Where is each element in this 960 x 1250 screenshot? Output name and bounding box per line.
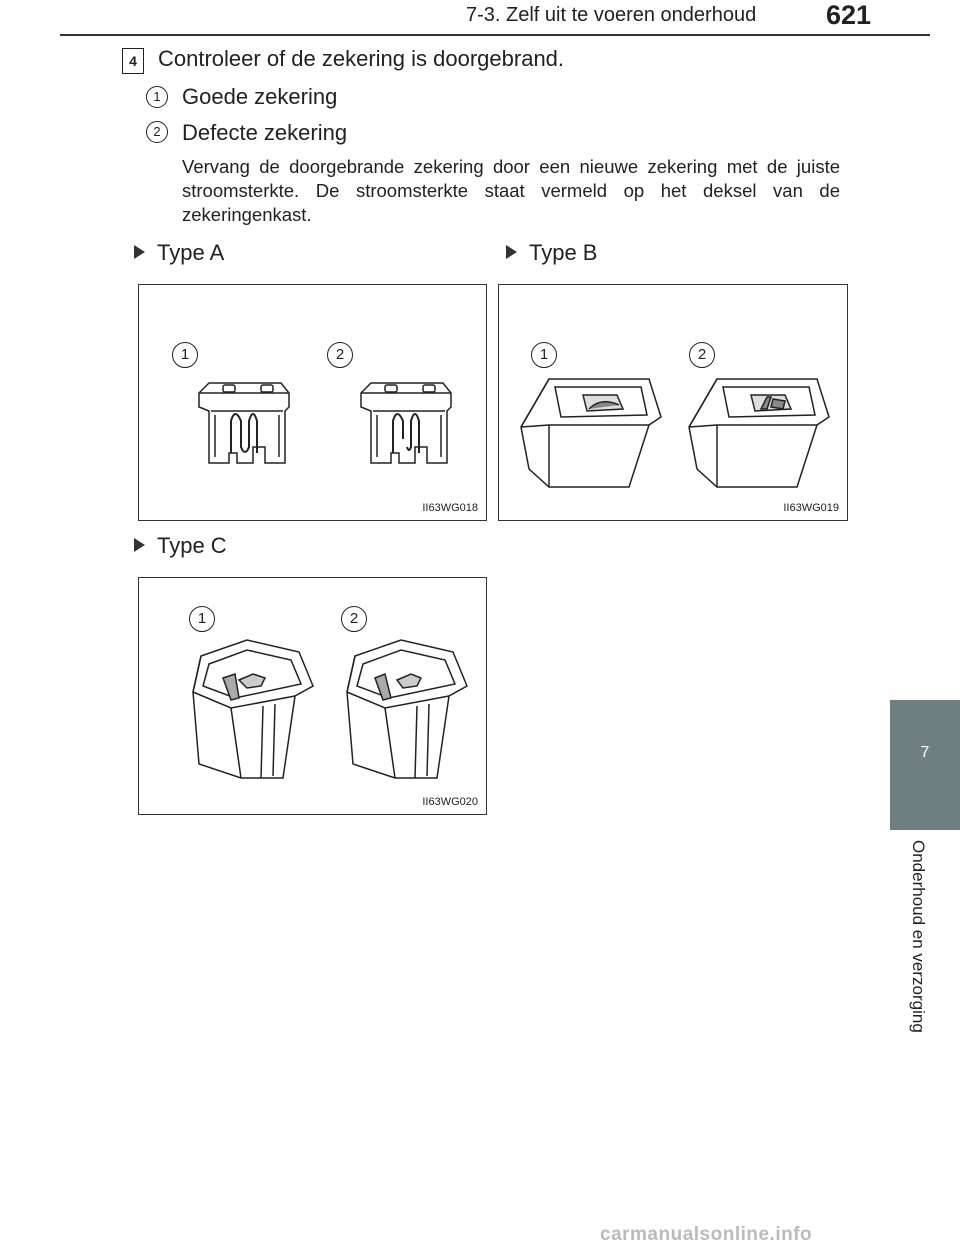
type-c-heading: Type C [134, 533, 227, 559]
fig-c-label-2: 2 [341, 606, 367, 632]
figure-code: II63WG018 [422, 502, 478, 514]
triangle-bullet-icon [134, 538, 145, 552]
fig-c-label-1: 1 [189, 606, 215, 632]
figure-type-c [138, 577, 487, 815]
type-a-heading: Type A [134, 240, 224, 266]
triangle-bullet-icon [506, 245, 517, 259]
fig-a-label-1: 1 [172, 342, 198, 368]
item-1-marker: 1 [146, 86, 168, 108]
item-2-label: Defecte zekering [182, 120, 348, 145]
fuse-type-b-illustration [499, 285, 847, 520]
figure-code: II63WG019 [783, 502, 839, 514]
chapter-tab [890, 700, 960, 830]
fig-a-label-2: 2 [327, 342, 353, 368]
item-1-label: Goede zekering [182, 84, 338, 109]
step-instruction: Controleer of de zekering is doorgebrand. [158, 46, 565, 71]
figure-code: II63WG020 [422, 796, 478, 808]
triangle-bullet-icon [134, 245, 145, 259]
type-b-heading: Type B [506, 240, 597, 266]
figure-type-b [498, 284, 848, 521]
chapter-side-label [888, 840, 928, 1100]
page-header [0, 0, 960, 40]
step-number-box: 4 [122, 48, 144, 74]
watermark: carmanualsonline.info [600, 1224, 813, 1245]
fig-b-label-1: 1 [531, 342, 557, 368]
page-number: 621 [826, 0, 872, 30]
item-2-marker: 2 [146, 121, 168, 143]
chapter-number: 7 [920, 744, 930, 761]
figure-type-a [138, 284, 487, 521]
header-rule [60, 34, 930, 36]
replacement-note: Vervang de doorgebrande zekering door een nieuwe zekering met de juiste stroomsterkte. De stroomsterkte staat vermeld op het deksel van de zekeringenkast. [182, 156, 840, 225]
fuse-type-a-illustration [139, 285, 486, 520]
section-title: 7-3. Zelf uit te voeren onderhoud [466, 4, 757, 26]
fig-b-label-2: 2 [689, 342, 715, 368]
chapter-title: Onderhoud en verzorging [909, 840, 928, 1033]
